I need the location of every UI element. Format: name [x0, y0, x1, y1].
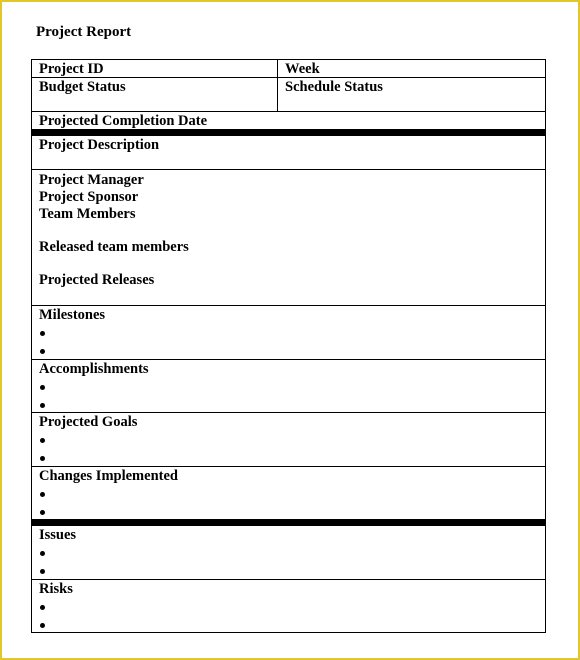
- issues-cell: [31, 525, 546, 580]
- projected-releases-label: Projected Releases: [39, 272, 155, 288]
- bullet-dot-icon: [40, 623, 45, 628]
- budget-status-label: Budget Status: [39, 79, 126, 95]
- bullet-dot-icon: [40, 569, 45, 574]
- project-id-cell: [31, 59, 278, 78]
- team-cell: [31, 169, 546, 306]
- list-item: [39, 562, 545, 580]
- bullet-dot-icon: [40, 510, 45, 515]
- released-team-members-label: Released team members: [39, 239, 189, 255]
- completion-date-cell: [31, 111, 546, 130]
- completion-date-label: Projected Completion Date: [39, 113, 208, 129]
- projected-goals-label: Projected Goals: [39, 414, 138, 430]
- project-manager-label: Project Manager: [39, 172, 144, 188]
- accomplishments-cell: [31, 359, 546, 413]
- list-item: [39, 342, 545, 360]
- bullet-dot-icon: [40, 331, 45, 336]
- bullet-dot-icon: [40, 438, 45, 443]
- bullet-dot-icon: [40, 605, 45, 610]
- bullet-dot-icon: [40, 456, 45, 461]
- list-item: [39, 431, 545, 449]
- description-label: Project Description: [39, 137, 160, 153]
- milestones-cell: [31, 305, 546, 360]
- risks-cell: [31, 579, 546, 633]
- description-cell: [31, 135, 546, 170]
- page-title: Project Report: [36, 24, 132, 40]
- changes-implemented-label: Changes Implemented: [39, 468, 178, 484]
- bullet-dot-icon: [40, 492, 45, 497]
- list-item: [39, 324, 545, 342]
- project-sponsor-label: Project Sponsor: [39, 189, 139, 205]
- schedule-status-label: Schedule Status: [285, 79, 383, 95]
- projected-goals-cell: [31, 412, 546, 467]
- schedule-status-cell: [277, 77, 546, 112]
- list-item: [39, 485, 545, 503]
- list-item: [39, 616, 545, 634]
- team-members-label: Team Members: [39, 206, 136, 222]
- changes-implemented-cell: [31, 466, 546, 520]
- budget-status-cell: [31, 77, 278, 112]
- accomplishments-label: Accomplishments: [39, 361, 149, 377]
- list-item: [39, 598, 545, 616]
- milestones-label: Milestones: [39, 307, 106, 323]
- bullet-dot-icon: [40, 551, 45, 556]
- week-cell: [277, 59, 546, 78]
- bullet-dot-icon: [40, 385, 45, 390]
- list-item: [39, 449, 545, 467]
- list-item: [39, 378, 545, 396]
- bullet-dot-icon: [40, 403, 45, 408]
- list-item: [39, 544, 545, 562]
- week-label: Week: [285, 61, 320, 77]
- project-id-label: Project ID: [39, 61, 104, 77]
- bullet-dot-icon: [40, 349, 45, 354]
- risks-label: Risks: [39, 581, 73, 597]
- issues-label: Issues: [39, 527, 77, 543]
